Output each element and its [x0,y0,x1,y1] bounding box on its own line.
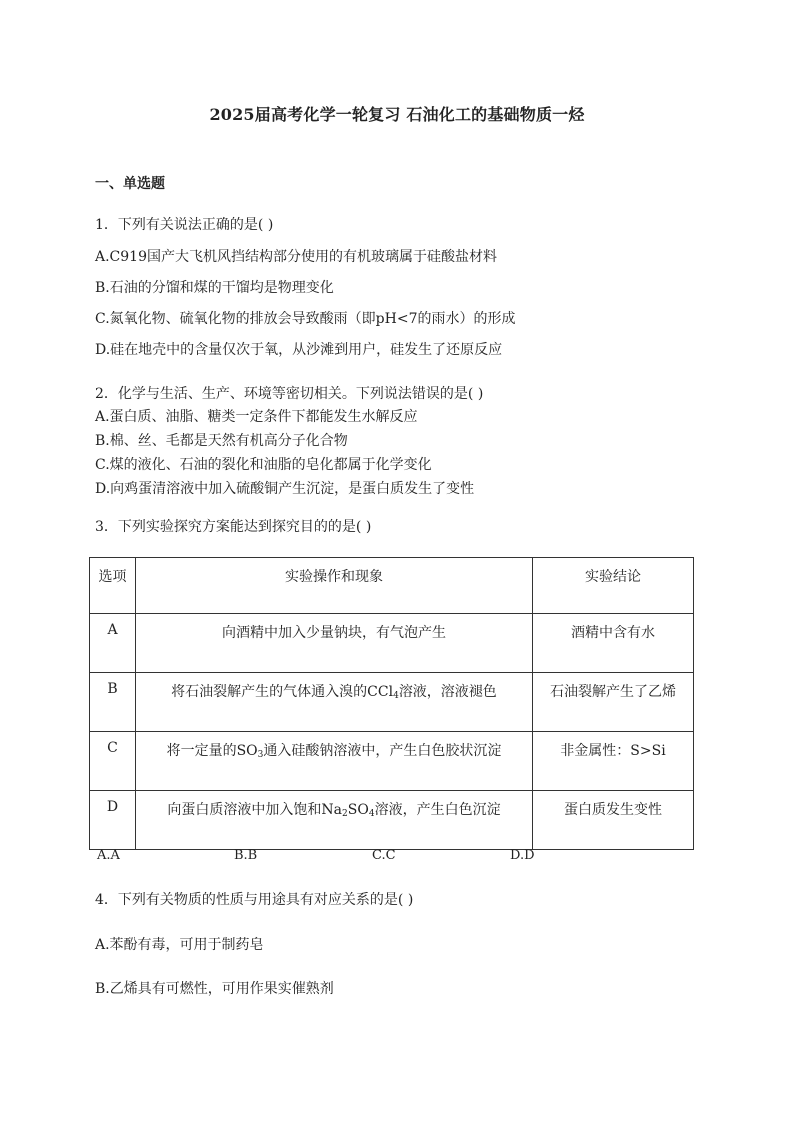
row-option: C [90,732,136,791]
row-conclusion: 蛋白质发生变性 [533,791,694,850]
question-3-stem: 3．下列实验探究方案能达到探究目的的是( ) [95,519,372,535]
question-1-option-c: C.氮氧化物、硫氧化物的排放会导致酸雨（即pH<7的雨水）的形成 [95,311,516,327]
row-option: B [90,673,136,732]
experiment-table [89,557,694,850]
document-title: 2025届高考化学一轮复习 石油化工的基础物质一烃 [209,105,585,124]
header-conclusion: 实验结论 [533,558,694,614]
question-2-option-a: A.蛋白质、油脂、糖类一定条件下都能发生水解反应 [95,409,418,425]
row-operation: 将一定量的$SO_3$通入硅酸钠溶液中，产生白色胶状沉淀 [136,732,533,791]
question-4-stem: 4．下列有关物质的性质与用途具有对应关系的是( ) [95,892,414,908]
table-row [90,673,694,732]
table-row [90,732,694,791]
row-conclusion: 石油裂解产生了乙烯 [533,673,694,732]
question-1-option-d: D.硅在地壳中的含量仅次于氧，从沙滩到用户，硅发生了还原反应 [95,342,503,358]
row-conclusion: 酒精中含有水 [533,614,694,673]
question-2-option-d: D.向鸡蛋清溶液中加入硫酸铜产生沉淀，是蛋白质发生了变性 [95,481,475,497]
header-option: 选项 [90,558,136,614]
row-operation: 向蛋白质溶液中加入饱和$Na_2SO_4$溶液，产生白色沉淀 [136,791,533,850]
row-option: A [90,614,136,673]
row-option: D [90,791,136,850]
question-4-option-b: B.乙烯具有可燃性，可用作果实催熟剂 [95,981,334,997]
row-conclusion: 非金属性：S>Si [533,732,694,791]
header-operation: 实验操作和现象 [136,558,533,614]
question-1-option-b: B.石油的分馏和煤的干馏均是物理变化 [95,280,334,296]
question-2-option-b: B.棉、丝、毛都是天然有机高分子化合物 [95,433,348,449]
answer-option-b: B.B [234,848,258,863]
row-operation: 向酒精中加入少量钠块，有气泡产生 [136,614,533,673]
question-1-option-a: A.C919国产大飞机风挡结构部分使用的有机玻璃属于硅酸盐材料 [95,249,497,265]
row-operation: 将石油裂解产生的气体通入溴的CCl$_4$溶液，溶液褪色 [136,673,533,732]
question-2-stem: 2．化学与生活、生产、环境等密切相关。下列说法错误的是( ) [95,386,484,402]
question-1-stem: 1．下列有关说法正确的是( ) [95,217,274,233]
answer-option-d: D.D [510,848,535,863]
table-row [90,791,694,850]
question-2-option-c: C.煤的液化、石油的裂化和油脂的皂化都属于化学变化 [95,457,432,473]
answer-option-c: C.C [372,848,396,863]
table-row [90,614,694,673]
question-4-option-a: A.苯酚有毒，可用于制药皂 [95,937,264,953]
answer-option-a: A.A [97,848,120,863]
section-heading: 一、单选题 [95,176,165,192]
table-header-row [90,558,694,614]
